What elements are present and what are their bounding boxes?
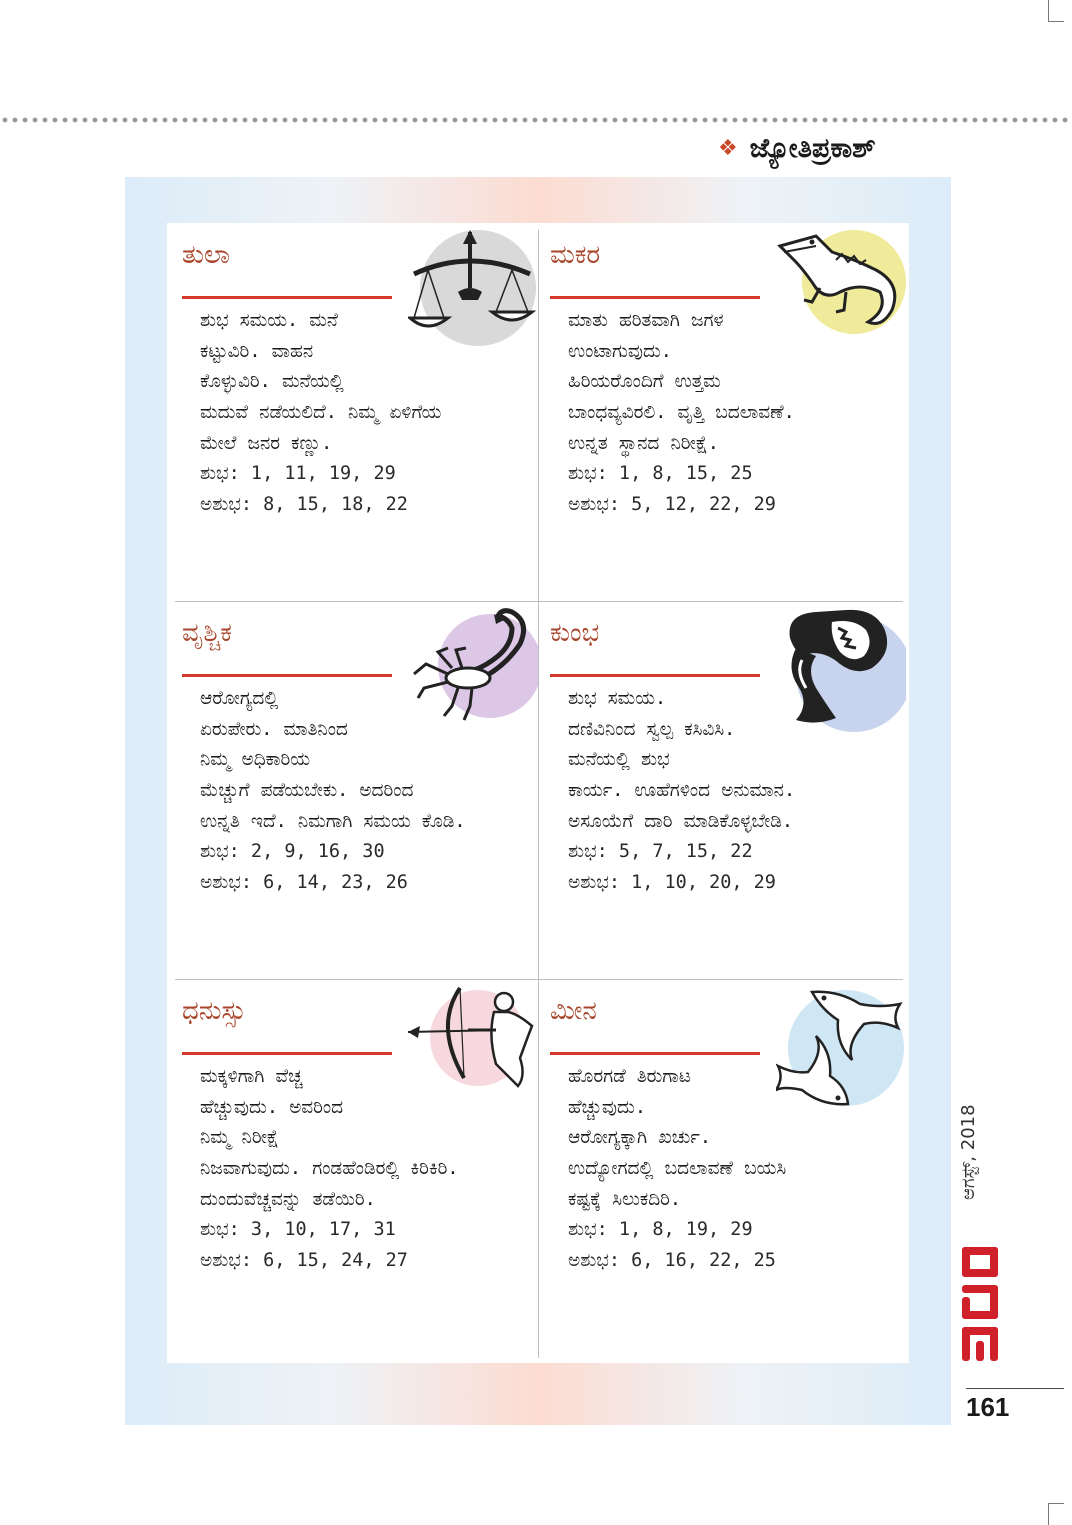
auspicious-dates: ಶುಭ: 2, 9, 16, 30 (200, 841, 385, 863)
auspicious-dates: ಶುಭ: 5, 7, 15, 22 (568, 841, 753, 863)
forecast-line: ಹಿರಿಯರೊಂದಿಗೆ ಉತ್ತಮ (568, 371, 721, 393)
forecast-line: ಕಟ್ಟುವಿರಿ. ವಾಹನ (200, 340, 314, 362)
sign-name: ಮೀನ (550, 996, 597, 1026)
section-header (718, 132, 876, 166)
auspicious-dates: ಶುಭ: 1, 11, 19, 29 (200, 463, 396, 485)
magazine-logo (960, 1245, 1000, 1363)
sign-card-tula (182, 240, 542, 610)
inauspicious-dates: ಅಶುಭ: 1, 10, 20, 29 (568, 872, 776, 894)
forecast-line: ನಿಜವಾಗುವುದು. ಗಂಡಹೆಂಡಿರಲ್ಲಿ ಕಿರಿಕಿರಿ. (200, 1158, 459, 1180)
forecast-line: ಮಕ್ಕಳಿಗಾಗಿ ವೆಚ್ಚ (200, 1066, 303, 1087)
inauspicious-dates: ಅಶುಭ: 6, 15, 24, 27 (200, 1250, 408, 1272)
forecast-line: ಹೊರಗಡೆ ತಿರುಗಾಟ (568, 1066, 691, 1087)
sign-name: ಧನುಸ್ಸು (182, 996, 247, 1026)
forecast-line: ಶುಭ ಸಮಯ. (568, 688, 667, 709)
forecast-line: ಕೊಳ್ಳುವಿರಿ. ಮನೆಯಲ್ಲಿ (200, 371, 344, 393)
forecast-text (200, 684, 530, 899)
inauspicious-dates: ಅಶುಭ: 6, 16, 22, 25 (568, 1250, 776, 1272)
sign-name: ತುಲಾ (182, 240, 231, 270)
title-rule (182, 296, 392, 299)
forecast-line: ಮದುವೆ ನಡೆಯಲಿದೆ. ನಿಮ್ಮ ಏಳಿಗೆಯ (200, 402, 442, 424)
forecast-line: ಮೇಲೆ ಜನರ ಕಣ್ಣು. (200, 432, 333, 454)
forecast-text (568, 684, 898, 899)
forecast-line: ಉನ್ನತ ಸ್ಥಾನದ ನಿರೀಕ್ಷೆ. (568, 432, 719, 454)
forecast-line: ಏರುಪೇರು. ಮಾತಿನಿಂದ (200, 718, 348, 740)
crop-mark-bottom (1048, 1503, 1064, 1504)
sign-name: ಮಕರ (550, 240, 601, 270)
forecast-line: ದುಂದುವೆಚ್ಚವನ್ನು ತಡೆಯಿರಿ. (200, 1188, 376, 1210)
sign-card-vrushchika (182, 618, 542, 988)
forecast-line: ಉನ್ನತಿ ಇದೆ. ನಿಮಗಾಗಿ ಸಮಯ ಕೊಡಿ. (200, 810, 466, 832)
sign-name: ವೃಶ್ಚಿಕ (182, 618, 232, 648)
crop-mark-bottom (1048, 1503, 1049, 1525)
forecast-line: ಹೆಚ್ಚುವುದು. ಅವರಿಂದ (200, 1096, 344, 1118)
forecast-line: ಉದ್ಯೋಗದಲ್ಲಿ ಬದಲಾವಣೆ ಬಯಸಿ (568, 1158, 787, 1180)
title-rule (550, 1052, 760, 1055)
dotted-divider (0, 116, 1072, 124)
auspicious-dates: ಶುಭ: 3, 10, 17, 31 (200, 1219, 396, 1241)
forecast-line: ನಿಮ್ಮ ಅಧಿಕಾರಿಯ (200, 749, 311, 771)
forecast-text (568, 1062, 898, 1277)
forecast-line: ಮನೆಯಲ್ಲಿ ಶುಭ (568, 749, 670, 771)
forecast-text (568, 306, 898, 521)
forecast-line: ಶುಭ ಸಮಯ. ಮನೆ (200, 310, 338, 331)
auspicious-dates: ಶುಭ: 1, 8, 15, 25 (568, 463, 753, 485)
sign-card-meena (550, 996, 910, 1366)
forecast-text (200, 1062, 530, 1277)
sign-card-kumbha (550, 618, 910, 988)
forecast-line: ಬಾಂಧವ್ಯವಿರಲಿ. ವೃತ್ತಿ ಬದಲಾವಣೆ. (568, 402, 795, 424)
forecast-line: ಕಾರ್ಯ. ಊಹೆಗಳಿಂದ ಅನುಮಾನ. (568, 780, 796, 802)
forecast-line: ದಣಿವಿನಿಂದ ಸ್ವಲ್ಪ ಕಸಿವಿಸಿ. (568, 718, 736, 740)
sign-name: ಕುಂಭ (550, 618, 600, 648)
forecast-line: ಆರೋಗ್ಯಕ್ಕಾಗಿ ಖರ್ಚು. (568, 1127, 712, 1149)
title-rule (182, 1052, 392, 1055)
forecast-line: ಮೆಚ್ಚುಗೆ ಪಡೆಯಬೇಕು. ಅದರಿಂದ (200, 780, 414, 802)
inauspicious-dates: ಅಶುಭ: 6, 14, 23, 26 (200, 872, 408, 894)
forecast-line: ಆರೋಗ್ಯದಲ್ಲಿ (200, 688, 279, 709)
sign-card-dhanussu (182, 996, 542, 1366)
forecast-line: ನಿಮ್ಮ ನಿರೀಕ್ಷೆ (200, 1127, 279, 1149)
title-rule (182, 674, 392, 677)
page-number: 161 (966, 1392, 1010, 1422)
title-rule (550, 674, 760, 677)
forecast-line: ಉಂಟಾಗುವುದು. (568, 340, 672, 362)
forecast-line: ಹೆಚ್ಚುವುದು. (568, 1096, 646, 1118)
inauspicious-dates: ಅಶುಭ: 8, 15, 18, 22 (200, 494, 408, 516)
forecast-line: ಅಸೂಯೆಗೆ ದಾರಿ ಮಾಡಿಕೊಳ್ಳಬೇಡಿ. (568, 810, 794, 832)
forecast-text (200, 306, 530, 521)
page-number-rule (966, 1388, 1064, 1389)
crop-mark-top (1048, 0, 1049, 22)
issue-date: ಆಗಸ್ಟ್, 2018 (958, 1104, 979, 1200)
forecast-line: ಕಷ್ಟಕ್ಕೆ ಸಿಲುಕದಿರಿ. (568, 1188, 682, 1210)
sign-card-makara (550, 240, 910, 610)
crop-mark-top (1048, 21, 1064, 22)
forecast-line: ಮಾತು ಹರಿತವಾಗಿ ಜಗಳ (568, 310, 724, 331)
section-title: ಜ್ಯೋತಿಪ್ರಕಾಶ್ (749, 133, 876, 164)
inauspicious-dates: ಅಶುಭ: 5, 12, 22, 29 (568, 494, 776, 516)
title-rule (550, 296, 760, 299)
auspicious-dates: ಶುಭ: 1, 8, 19, 29 (568, 1219, 753, 1241)
diamond-bullet-icon: ❖ (718, 136, 738, 161)
